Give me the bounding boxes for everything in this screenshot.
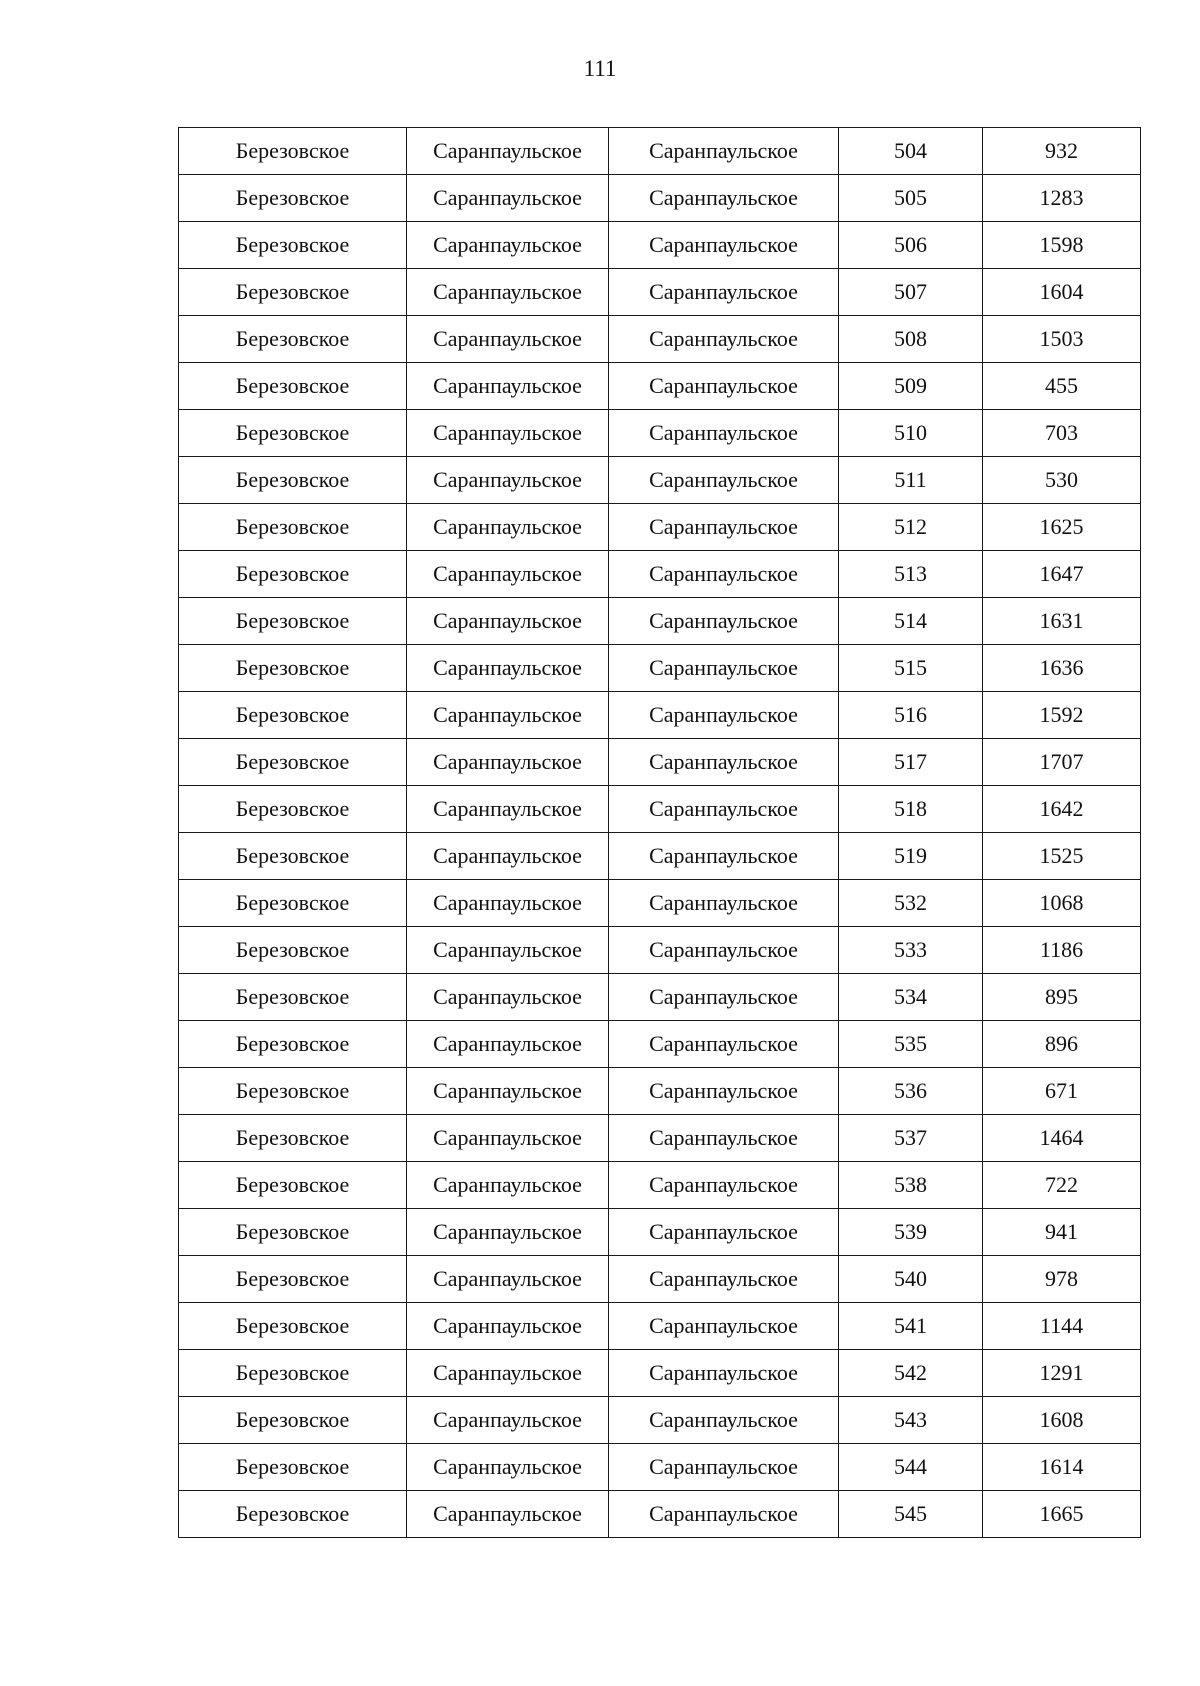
settlement-cell: Саранпаульское: [407, 1350, 609, 1397]
value-cell: 932: [983, 128, 1141, 175]
table-row: [179, 504, 1141, 551]
locality-cell: Саранпаульское: [609, 833, 839, 880]
district-cell: Березовское: [179, 1021, 407, 1068]
locality-cell: Саранпаульское: [609, 363, 839, 410]
locality-cell: Саранпаульское: [609, 645, 839, 692]
value-cell: 1614: [983, 1444, 1141, 1491]
value-cell: 1291: [983, 1350, 1141, 1397]
table-row: [179, 1491, 1141, 1538]
settlement-cell: Саранпаульское: [407, 551, 609, 598]
settlement-cell: Саранпаульское: [407, 1162, 609, 1209]
locality-cell: Саранпаульское: [609, 927, 839, 974]
code-cell: 536: [839, 1068, 983, 1115]
code-cell: 541: [839, 1303, 983, 1350]
locality-cell: Саранпаульское: [609, 739, 839, 786]
value-cell: 1068: [983, 880, 1141, 927]
table-row: [179, 880, 1141, 927]
locality-cell: Саранпаульское: [609, 410, 839, 457]
locality-cell: Саранпаульское: [609, 1303, 839, 1350]
table-row: [179, 1397, 1141, 1444]
settlement-cell: Саранпаульское: [407, 1021, 609, 1068]
district-cell: Березовское: [179, 128, 407, 175]
code-cell: 519: [839, 833, 983, 880]
district-cell: Березовское: [179, 739, 407, 786]
district-cell: Березовское: [179, 551, 407, 598]
settlement-cell: Саранпаульское: [407, 1303, 609, 1350]
district-cell: Березовское: [179, 974, 407, 1021]
settlement-cell: Саранпаульское: [407, 927, 609, 974]
value-cell: 1186: [983, 927, 1141, 974]
settlement-cell: Саранпаульское: [407, 363, 609, 410]
settlement-cell: Саранпаульское: [407, 1256, 609, 1303]
value-cell: 1144: [983, 1303, 1141, 1350]
locality-cell: Саранпаульское: [609, 269, 839, 316]
district-cell: Березовское: [179, 598, 407, 645]
district-cell: Березовское: [179, 1303, 407, 1350]
code-cell: 545: [839, 1491, 983, 1538]
code-cell: 540: [839, 1256, 983, 1303]
code-cell: 512: [839, 504, 983, 551]
code-cell: 515: [839, 645, 983, 692]
district-cell: Березовское: [179, 692, 407, 739]
value-cell: 1464: [983, 1115, 1141, 1162]
code-cell: 513: [839, 551, 983, 598]
locality-cell: Саранпаульское: [609, 1115, 839, 1162]
code-cell: 516: [839, 692, 983, 739]
settlement-cell: Саранпаульское: [407, 222, 609, 269]
settlement-cell: Саранпаульское: [407, 692, 609, 739]
settlement-cell: Саранпаульское: [407, 1444, 609, 1491]
code-cell: 509: [839, 363, 983, 410]
table-row: [179, 363, 1141, 410]
district-cell: Березовское: [179, 316, 407, 363]
code-cell: 535: [839, 1021, 983, 1068]
code-cell: 542: [839, 1350, 983, 1397]
settlement-cell: Саранпаульское: [407, 786, 609, 833]
table-row: [179, 1162, 1141, 1209]
code-cell: 538: [839, 1162, 983, 1209]
district-cell: Березовское: [179, 1115, 407, 1162]
district-cell: Березовское: [179, 410, 407, 457]
district-cell: Березовское: [179, 645, 407, 692]
code-cell: 504: [839, 128, 983, 175]
district-cell: Березовское: [179, 1350, 407, 1397]
code-cell: 511: [839, 457, 983, 504]
page-number: 111: [583, 56, 617, 81]
district-cell: Березовское: [179, 786, 407, 833]
value-cell: 1631: [983, 598, 1141, 645]
value-cell: 1636: [983, 645, 1141, 692]
table-row: [179, 598, 1141, 645]
table-row: [179, 175, 1141, 222]
locality-cell: Саранпаульское: [609, 692, 839, 739]
code-cell: 505: [839, 175, 983, 222]
code-cell: 534: [839, 974, 983, 1021]
table-row: [179, 927, 1141, 974]
locality-cell: Саранпаульское: [609, 974, 839, 1021]
district-cell: Березовское: [179, 504, 407, 551]
value-cell: 530: [983, 457, 1141, 504]
district-cell: Березовское: [179, 1162, 407, 1209]
table-row: [179, 1209, 1141, 1256]
table-row: [179, 128, 1141, 175]
district-cell: Березовское: [179, 1444, 407, 1491]
value-cell: 896: [983, 1021, 1141, 1068]
value-cell: 1608: [983, 1397, 1141, 1444]
locality-cell: Саранпаульское: [609, 1162, 839, 1209]
table-row: [179, 222, 1141, 269]
district-cell: Березовское: [179, 1397, 407, 1444]
table-row: [179, 692, 1141, 739]
value-cell: 895: [983, 974, 1141, 1021]
table-row: [179, 551, 1141, 598]
value-cell: 1647: [983, 551, 1141, 598]
code-cell: 507: [839, 269, 983, 316]
code-cell: 518: [839, 786, 983, 833]
value-cell: 1283: [983, 175, 1141, 222]
settlement-cell: Саранпаульское: [407, 316, 609, 363]
table-row: [179, 1444, 1141, 1491]
table-row: [179, 645, 1141, 692]
value-cell: 978: [983, 1256, 1141, 1303]
value-cell: 1665: [983, 1491, 1141, 1538]
district-cell: Березовское: [179, 269, 407, 316]
table-row: [179, 1068, 1141, 1115]
value-cell: 1642: [983, 786, 1141, 833]
settlement-cell: Саранпаульское: [407, 880, 609, 927]
settlement-cell: Саранпаульское: [407, 739, 609, 786]
locality-cell: Саранпаульское: [609, 504, 839, 551]
locality-cell: Саранпаульское: [609, 786, 839, 833]
code-cell: 508: [839, 316, 983, 363]
locality-cell: Саранпаульское: [609, 1068, 839, 1115]
table-body: [179, 128, 1141, 1538]
value-cell: 941: [983, 1209, 1141, 1256]
locality-cell: Саранпаульское: [609, 880, 839, 927]
table-row: [179, 410, 1141, 457]
district-cell: Березовское: [179, 363, 407, 410]
district-cell: Березовское: [179, 222, 407, 269]
district-cell: Березовское: [179, 1209, 407, 1256]
locality-cell: Саранпаульское: [609, 222, 839, 269]
district-cell: Березовское: [179, 880, 407, 927]
value-cell: 455: [983, 363, 1141, 410]
locality-cell: Саранпаульское: [609, 1397, 839, 1444]
settlement-cell: Саранпаульское: [407, 504, 609, 551]
locality-cell: Саранпаульское: [609, 457, 839, 504]
district-cell: Березовское: [179, 833, 407, 880]
locality-cell: Саранпаульское: [609, 1350, 839, 1397]
district-cell: Березовское: [179, 927, 407, 974]
code-cell: 506: [839, 222, 983, 269]
value-cell: 1625: [983, 504, 1141, 551]
value-cell: 1598: [983, 222, 1141, 269]
code-cell: 539: [839, 1209, 983, 1256]
settlement-cell: Саранпаульское: [407, 1068, 609, 1115]
table-row: [179, 974, 1141, 1021]
value-cell: 1592: [983, 692, 1141, 739]
value-cell: 703: [983, 410, 1141, 457]
table-row: [179, 1350, 1141, 1397]
table-row: [179, 1021, 1141, 1068]
locality-cell: Саранпаульское: [609, 551, 839, 598]
district-cell: Березовское: [179, 1491, 407, 1538]
code-cell: 533: [839, 927, 983, 974]
settlement-cell: Саранпаульское: [407, 974, 609, 1021]
table-row: [179, 316, 1141, 363]
data-table: [178, 127, 1141, 1538]
value-cell: 1525: [983, 833, 1141, 880]
code-cell: 517: [839, 739, 983, 786]
settlement-cell: Саранпаульское: [407, 410, 609, 457]
value-cell: 1604: [983, 269, 1141, 316]
settlement-cell: Саранпаульское: [407, 269, 609, 316]
table-row: [179, 1303, 1141, 1350]
settlement-cell: Саранпаульское: [407, 833, 609, 880]
settlement-cell: Саранпаульское: [407, 1209, 609, 1256]
settlement-cell: Саранпаульское: [407, 457, 609, 504]
code-cell: 537: [839, 1115, 983, 1162]
district-cell: Березовское: [179, 1256, 407, 1303]
locality-cell: Саранпаульское: [609, 1491, 839, 1538]
district-cell: Березовское: [179, 457, 407, 504]
value-cell: 1503: [983, 316, 1141, 363]
locality-cell: Саранпаульское: [609, 1444, 839, 1491]
value-cell: 671: [983, 1068, 1141, 1115]
settlement-cell: Саранпаульское: [407, 1491, 609, 1538]
table-row: [179, 833, 1141, 880]
locality-cell: Саранпаульское: [609, 128, 839, 175]
settlement-cell: Саранпаульское: [407, 1397, 609, 1444]
code-cell: 543: [839, 1397, 983, 1444]
settlement-cell: Саранпаульское: [407, 175, 609, 222]
code-cell: 510: [839, 410, 983, 457]
locality-cell: Саранпаульское: [609, 1256, 839, 1303]
locality-cell: Саранпаульское: [609, 1209, 839, 1256]
locality-cell: Саранпаульское: [609, 598, 839, 645]
table-row: [179, 786, 1141, 833]
value-cell: 1707: [983, 739, 1141, 786]
settlement-cell: Саранпаульское: [407, 128, 609, 175]
table-row: [179, 457, 1141, 504]
locality-cell: Саранпаульское: [609, 316, 839, 363]
district-cell: Березовское: [179, 1068, 407, 1115]
locality-cell: Саранпаульское: [609, 1021, 839, 1068]
table-row: [179, 1256, 1141, 1303]
code-cell: 514: [839, 598, 983, 645]
code-cell: 544: [839, 1444, 983, 1491]
settlement-cell: Саранпаульское: [407, 598, 609, 645]
table-row: [179, 1115, 1141, 1162]
settlement-cell: Саранпаульское: [407, 1115, 609, 1162]
value-cell: 722: [983, 1162, 1141, 1209]
table-row: [179, 739, 1141, 786]
code-cell: 532: [839, 880, 983, 927]
table-row: [179, 269, 1141, 316]
locality-cell: Саранпаульское: [609, 175, 839, 222]
district-cell: Березовское: [179, 175, 407, 222]
settlement-cell: Саранпаульское: [407, 645, 609, 692]
